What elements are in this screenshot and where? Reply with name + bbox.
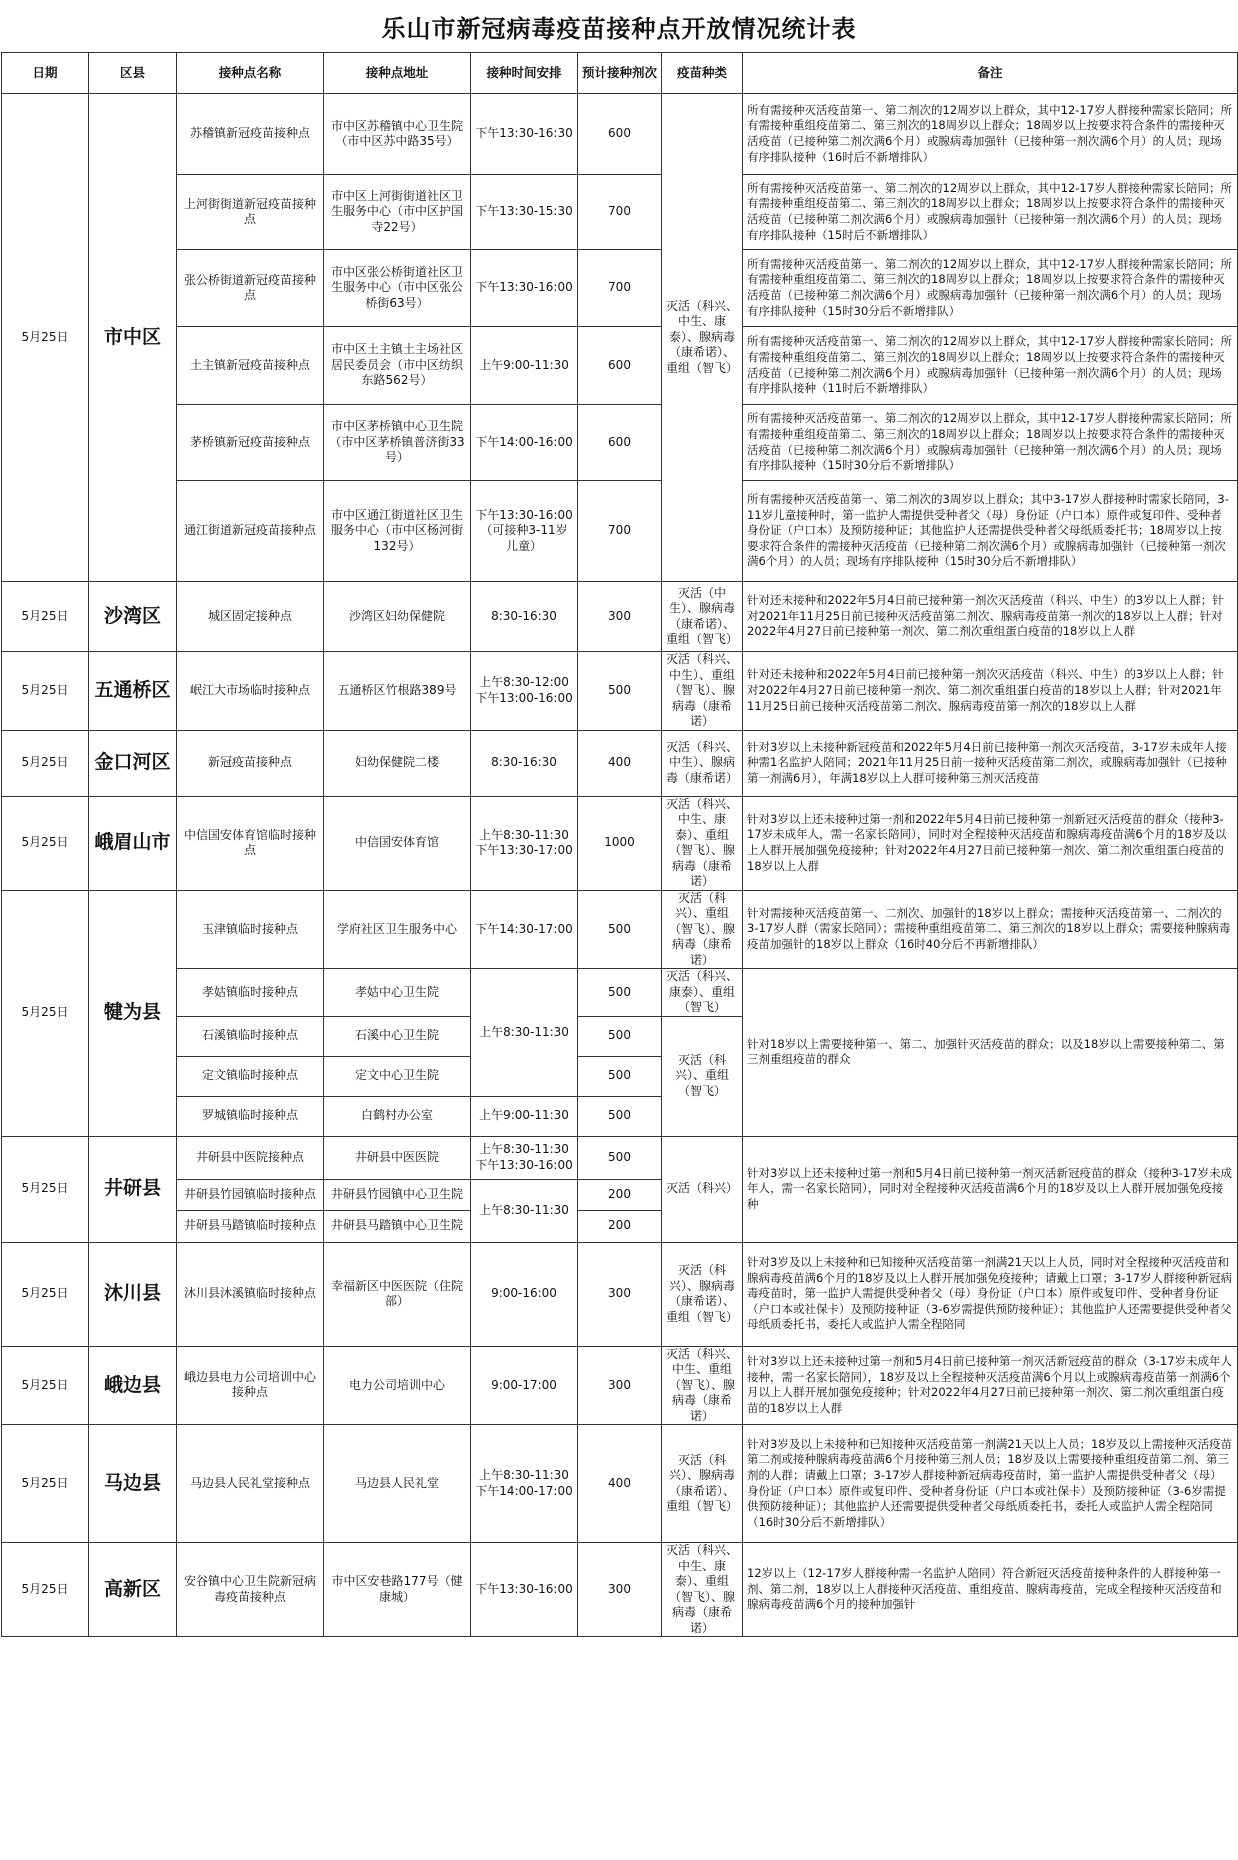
remark-cell: 所有需接种灭活疫苗第一、第二剂次的3周岁以上群众；其中3-17岁人群接种时需家长陪同，3-11岁儿童接种时，第一监护人需提供受种者父（母）身份证（户口本）原件或复印件、受种者身份证（户口本）及预防接种证；其他监护人还需提供受种者父母纸质委托书；18周岁以上按要求符合条件的需接种灭活疫苗（已接种第二剂次满6个月）或腺病毒加强针（已接种第一剂次满6个月）的人员；现场有序排队接种（15时30分后不新增排队） (743, 481, 1238, 582)
date-cell: 5月25日 (2, 1346, 89, 1425)
table-row (2, 730, 1238, 796)
doses-cell: 300 (578, 1242, 662, 1346)
address-cell: 幸福新区中医医院（住院部） (324, 1242, 471, 1346)
doses-cell: 600 (578, 94, 662, 175)
address-cell: 定文中心卫生院 (324, 1056, 471, 1096)
vaccine-cell: 灭活（科兴）、重组（智飞）、腺病毒（康希诺） (662, 890, 743, 969)
site-name-cell: 定文镇临时接种点 (177, 1056, 324, 1096)
time-cell: 9:00-17:00 (471, 1346, 578, 1425)
time-cell: 下午13:30-15:30 (471, 175, 578, 250)
address-cell: 白鹤村办公室 (324, 1096, 471, 1136)
table-row (2, 250, 1238, 327)
vaccine-cell: 灭活（科兴、康泰）、重组（智飞） (662, 969, 743, 1017)
address-cell: 马边县人民礼堂 (324, 1425, 471, 1543)
district-cell: 高新区 (89, 1543, 177, 1637)
table-row (2, 796, 1238, 890)
doses-cell: 500 (578, 1096, 662, 1136)
header-district: 区县 (89, 53, 177, 94)
time-cell: 下午13:30-16:30 (471, 94, 578, 175)
address-cell: 市中区茅桥镇中心卫生院（市中区茅桥镇普济街33号） (324, 405, 471, 481)
site-name-cell: 井研县中医院接种点 (177, 1136, 324, 1179)
doses-cell: 300 (578, 582, 662, 652)
doses-cell: 200 (578, 1179, 662, 1210)
doses-cell: 500 (578, 1136, 662, 1179)
vaccine-cell: 灭活（科兴、中生、重组（智飞）、腺病毒（康希诺） (662, 1346, 743, 1425)
vaccination-sites-table (1, 52, 1238, 1637)
site-name-cell: 沐川县沐溪镇临时接种点 (177, 1242, 324, 1346)
time-cell: 8:30-16:30 (471, 582, 578, 652)
site-name-cell: 通江街道新冠疫苗接种点 (177, 481, 324, 582)
remark-cell: 所有需接种灭活疫苗第一、第二剂次的12周岁以上群众，其中12-17岁人群接种需家长陪同；所有需接种重组疫苗第二、第三剂次的18周岁以上群众；18周岁以上按要求符合条件的需接种灭活疫苗（已接种第二剂次满6个月）或腺病毒加强针（已接种第一剂次满6个月）的人员；现场有序排队接种（16时后不新增排队） (743, 94, 1238, 175)
site-name-cell: 土主镇新冠疫苗接种点 (177, 327, 324, 405)
header-doses: 预计接种剂次 (578, 53, 662, 94)
doses-cell: 500 (578, 890, 662, 969)
address-cell: 市中区安巷路177号（健康城） (324, 1543, 471, 1637)
vaccine-cell: 灭活（科兴）、腺病毒（康希诺）、重组（智飞） (662, 1425, 743, 1543)
doses-cell: 300 (578, 1543, 662, 1637)
address-cell: 市中区张公桥街道社区卫生服务中心（市中区张公桥街63号） (324, 250, 471, 327)
address-cell: 市中区苏稽镇中心卫生院（市中区苏中路35号） (324, 94, 471, 175)
district-cell: 五通桥区 (89, 652, 177, 731)
district-cell: 犍为县 (89, 890, 177, 1136)
time-cell: 上午8:30-11:30 下午13:30-17:00 (471, 796, 578, 890)
site-name-cell: 岷江大市场临时接种点 (177, 652, 324, 731)
address-cell: 市中区通江街道社区卫生服务中心（市中区杨河街132号） (324, 481, 471, 582)
remark-cell: 针对3岁以上未接种新冠疫苗和2022年5月4日前已接种第一剂次灭活疫苗，3-17岁未成年人接种需1名监护人陪同；2021年11月25日前一接种灭活疫苗第二剂次，或腺病毒加强针（已接种第一剂满6月），年满18岁以上人群可接种第三剂灭活疫苗 (743, 730, 1238, 796)
table-row (2, 1346, 1238, 1425)
doses-cell: 1000 (578, 796, 662, 890)
time-cell: 上午9:00-11:30 (471, 1096, 578, 1136)
remark-cell: 针对3岁及以上未接种和已知接种灭活疫苗第一剂满21天以上人员，同时对全程接种灭活疫苗和腺病毒疫苗满6个月的18岁及以上人群开展加强免疫接种；请戴上口罩；3-17岁人群接种新冠病毒疫苗时，第一监护人需提供受种者父（母）身份证（户口本）原件或复印件、受种者身份证（户口本或社保卡）及预防接种证（3-6岁需提供预防接种证）；其他监护人还需要提供受种者父母纸质委托书，委托人或监护人需全程陪同 (743, 1242, 1238, 1346)
remark-cell: 所有需接种灭活疫苗第一、第二剂次的12周岁以上群众，其中12-17岁人群接种需家长陪同；所有需接种重组疫苗第二、第三剂次的18周岁以上群众；18周岁以上按要求符合条件的需接种灭活疫苗（已接种第二剂次满6个月）或腺病毒加强针（已接种第一剂次满6个月）的人员；现场有序排队接种（15时30分后不新增排队） (743, 250, 1238, 327)
district-cell: 马边县 (89, 1425, 177, 1543)
header-address: 接种点地址 (324, 53, 471, 94)
remark-cell: 所有需接种灭活疫苗第一、第二剂次的12周岁以上群众，其中12-17岁人群接种需家长陪同；所有需接种重组疫苗第二、第三剂次的18周岁以上群众；18周岁以上按要求符合条件的需接种灭活疫苗（已接种第二剂次满6个月）或腺病毒加强针（已接种第一剂次满6个月）的人员；现场有序排队接种（15时后不新增排队） (743, 175, 1238, 250)
vaccine-cell: 灭活（科兴）、腺病毒（康希诺）、重组（智飞） (662, 1242, 743, 1346)
date-cell: 5月25日 (2, 890, 89, 1136)
address-cell: 学府社区卫生服务中心 (324, 890, 471, 969)
page-title: 乐山市新冠病毒疫苗接种点开放情况统计表 (381, 13, 857, 43)
doses-cell: 500 (578, 1056, 662, 1096)
site-name-cell: 中信国安体育馆临时接种点 (177, 796, 324, 890)
header-row (2, 53, 1238, 94)
address-cell: 电力公司培训中心 (324, 1346, 471, 1425)
address-cell: 井研县竹园镇中心卫生院 (324, 1179, 471, 1210)
address-cell: 市中区上河街街道社区卫生服务中心（市中区护国寺22号） (324, 175, 471, 250)
time-cell: 下午13:30-16:00 (471, 1543, 578, 1637)
site-name-cell: 新冠疫苗接种点 (177, 730, 324, 796)
date-cell: 5月25日 (2, 652, 89, 731)
time-cell: 下午13:30-16:00（可接种3-11岁儿童） (471, 481, 578, 582)
district-cell: 沙湾区 (89, 582, 177, 652)
table-row (2, 652, 1238, 731)
site-name-cell: 马边县人民礼堂接种点 (177, 1425, 324, 1543)
vaccine-cell: 灭活（中生）、腺病毒（康希诺）、重组（智飞） (662, 582, 743, 652)
district-cell: 峨眉山市 (89, 796, 177, 890)
time-cell: 下午14:00-16:00 (471, 405, 578, 481)
address-cell: 石溪中心卫生院 (324, 1016, 471, 1056)
site-name-cell: 张公桥街道新冠疫苗接种点 (177, 250, 324, 327)
time-cell: 上午8:30-11:30 下午13:30-16:00 (471, 1136, 578, 1179)
time-cell: 上午8:30-12:00 下午13:00-16:00 (471, 652, 578, 731)
time-cell: 8:30-16:30 (471, 730, 578, 796)
address-cell: 井研县马踏镇中心卫生院 (324, 1210, 471, 1242)
header-site-name: 接种点名称 (177, 53, 324, 94)
remark-cell: 针对3岁及以上未接种和已知接种灭活疫苗第一剂满21天以上人员；18岁及以上需接种灭活疫苗第二剂或接种腺病毒疫苗满6个月接种第三剂人员；18岁及以上需要接种重组疫苗第二剂、第三剂的人群；请戴上口罩；3-17岁人群接种新冠病毒疫苗时，第一监护人需提供受种者父（母）身份证（户口本）原件或复印件、受种者身份证（户口本或社保卡）及预防接种证（3-6岁需提供预防接种证）；其他监护人还需要提供受种者父母纸质委托书，委托人或监护人需全程陪同（16时30分后不新增排队） (743, 1425, 1238, 1543)
address-cell: 井研县中医医院 (324, 1136, 471, 1179)
table-row (2, 327, 1238, 405)
table-row (2, 1242, 1238, 1346)
date-cell: 5月25日 (2, 1543, 89, 1637)
vaccine-cell: 灭活（科兴、中生）、重组（智飞）、腺病毒（康希诺） (662, 652, 743, 731)
remark-cell: 针对需接种灭活疫苗第一、二剂次、加强针的18岁以上群众；需接种灭活疫苗第一、二剂次的3-17岁人群（需家长陪同）；需接种重组疫苗第二、第三剂次的18岁以上群众；需要接种腺病毒疫苗加强针的18岁以上群众（16时40分后不再新增排队） (743, 890, 1238, 969)
doses-cell: 400 (578, 730, 662, 796)
remark-cell: 针对还未接种和2022年5月4日前已接种第一剂次灭活疫苗（科兴、中生）的3岁以上人群；针对2022年4月27日前已接种第一剂次、第二剂次重组蛋白疫苗的18岁以上人群；针对2021年11月25日前已接种灭活疫苗第二剂次、腺病毒疫苗第一剂次的18岁以上人群 (743, 652, 1238, 731)
table-row (2, 481, 1238, 582)
vaccine-cell: 灭活（科兴） (662, 1136, 743, 1242)
time-cell: 上午8:30-11:30 (471, 1179, 578, 1242)
doses-cell: 300 (578, 1346, 662, 1425)
time-cell: 下午13:30-16:00 (471, 250, 578, 327)
date-cell: 5月25日 (2, 796, 89, 890)
remark-cell: 所有需接种灭活疫苗第一、第二剂次的12周岁以上群众，其中12-17岁人群接种需家长陪同；所有需接种重组疫苗第二、第三剂次的18周岁以上群众；18周岁以上按要求符合条件的需接种灭活疫苗（已接种第二剂次满6个月）或腺病毒加强针（已接种第一剂次满6个月）的人员；现场有序排队接种（11时后不新增排队） (743, 327, 1238, 405)
site-name-cell: 石溪镇临时接种点 (177, 1016, 324, 1056)
time-cell: 上午9:00-11:30 (471, 327, 578, 405)
site-name-cell: 苏稽镇新冠疫苗接种点 (177, 94, 324, 175)
date-cell: 5月25日 (2, 730, 89, 796)
site-name-cell: 安谷镇中心卫生院新冠病毒疫苗接种点 (177, 1543, 324, 1637)
vaccine-cell: 灭活（科兴）、重组（智飞） (662, 1016, 743, 1136)
time-cell: 下午14:30-17:00 (471, 890, 578, 969)
site-name-cell: 孝姑镇临时接种点 (177, 969, 324, 1017)
date-cell: 5月25日 (2, 582, 89, 652)
site-name-cell: 玉津镇临时接种点 (177, 890, 324, 969)
address-cell: 中信国安体育馆 (324, 796, 471, 890)
site-name-cell: 茅桥镇新冠疫苗接种点 (177, 405, 324, 481)
header-remark: 备注 (743, 53, 1238, 94)
remark-cell: 针对3岁以上还未接种过第一剂和5月4日前已接种第一剂灭活新冠疫苗的群众（3-17岁未成年人接种，需一名家长陪同），18岁及以上全程接种灭活疫苗满6个月以上或腺病毒疫苗第一剂满6个月以上人群开展加强免疫接种；针对2022年4月27日前已接种第一剂次、第二剂次重组蛋白疫苗的18岁以上人群 (743, 1346, 1238, 1425)
table-row (2, 582, 1238, 652)
site-name-cell: 城区固定接种点 (177, 582, 324, 652)
remark-cell: 12岁以上（12-17岁人群接种需一名监护人陪同）符合新冠灭活疫苗接种条件的人群接种第一剂、第二剂，18岁以上人群接种灭活疫苗、重组疫苗、腺病毒疫苗，完成全程接种灭活疫苗和腺病毒疫苗满6个月的接种加强针 (743, 1543, 1238, 1637)
table-row (2, 94, 1238, 175)
header-time: 接种时间安排 (471, 53, 578, 94)
site-name-cell: 井研县马踏镇临时接种点 (177, 1210, 324, 1242)
table-row (2, 405, 1238, 481)
doses-cell: 700 (578, 175, 662, 250)
vaccine-cell: 灭活（科兴、中生、康泰）、腺病毒（康希诺）、重组（智飞） (662, 94, 743, 582)
table-row (2, 890, 1238, 969)
address-cell: 沙湾区妇幼保健院 (324, 582, 471, 652)
date-cell: 5月25日 (2, 94, 89, 582)
table-row (2, 1543, 1238, 1637)
vaccine-cell: 灭活（科兴、中生、康泰）、重组（智飞）、腺病毒（康希诺） (662, 1543, 743, 1637)
header-vaccine: 疫苗种类 (662, 53, 743, 94)
date-cell: 5月25日 (2, 1136, 89, 1242)
doses-cell: 600 (578, 405, 662, 481)
doses-cell: 400 (578, 1425, 662, 1543)
time-cell: 9:00-16:00 (471, 1242, 578, 1346)
remark-cell: 所有需接种灭活疫苗第一、第二剂次的12周岁以上群众，其中12-17岁人群接种需家长陪同；所有需接种重组疫苗第二、第三剂次的18周岁以上群众；18周岁以上按要求符合条件的需接种灭活疫苗（已接种第二剂次满6个月）或腺病毒加强针（已接种第一剂次满6个月）的人员；现场有序排队接种（15时30分后不新增排队） (743, 405, 1238, 481)
table-row (2, 1136, 1238, 1179)
doses-cell: 500 (578, 652, 662, 731)
address-cell: 五通桥区竹根路389号 (324, 652, 471, 731)
doses-cell: 200 (578, 1210, 662, 1242)
district-cell: 沐川县 (89, 1242, 177, 1346)
doses-cell: 700 (578, 481, 662, 582)
district-cell: 峨边县 (89, 1346, 177, 1425)
doses-cell: 500 (578, 1016, 662, 1056)
district-cell: 市中区 (89, 94, 177, 582)
remark-cell: 针对3岁以上还未接种过第一剂和5月4日前已接种第一剂灭活新冠疫苗的群众（接种3-17岁未成年人，需一名家长陪同），同时对全程接种灭活疫苗满6个月的18岁及以上人群开展加强免疫接种 (743, 1136, 1238, 1242)
doses-cell: 500 (578, 969, 662, 1017)
date-cell: 5月25日 (2, 1242, 89, 1346)
remark-cell: 针对还未接种和2022年5月4日前已接种第一剂次灭活疫苗（科兴、中生）的3岁以上人群；针对2021年11月25日前已接种灭活疫苗第二剂次、腺病毒疫苗第一剂次的18岁以上人群；针对2022年4月27日前已接种第一剂次、第二剂次重组蛋白疫苗的18岁以上人群 (743, 582, 1238, 652)
table-row (2, 175, 1238, 250)
date-cell: 5月25日 (2, 1425, 89, 1543)
address-cell: 市中区土主镇土主场社区居民委员会（市中区纺织东路562号） (324, 327, 471, 405)
time-cell: 上午8:30-11:30 下午14:00-17:00 (471, 1425, 578, 1543)
header-date: 日期 (2, 53, 89, 94)
table-row (2, 1425, 1238, 1543)
doses-cell: 600 (578, 327, 662, 405)
address-cell: 孝姑中心卫生院 (324, 969, 471, 1017)
site-name-cell: 峨边县电力公司培训中心接种点 (177, 1346, 324, 1425)
remark-cell: 针对3岁以上还未接种过第一剂和2022年5月4日前已接种第一剂新冠灭活疫苗的群众（接种3-17岁未成年人，需一名家长陪同），同时对全程接种灭活疫苗和腺病毒疫苗满6个月的18岁及以上人群开展加强免疫接种；针对2022年4月27日前已接种第一剂次、第二剂次重组蛋白疫苗的18岁以上人群 (743, 796, 1238, 890)
district-cell: 金口河区 (89, 730, 177, 796)
doses-cell: 700 (578, 250, 662, 327)
address-cell: 妇幼保健院二楼 (324, 730, 471, 796)
district-cell: 井研县 (89, 1136, 177, 1242)
vaccine-cell: 灭活（科兴、中生）、腺病毒（康希诺） (662, 730, 743, 796)
site-name-cell: 上河街街道新冠疫苗接种点 (177, 175, 324, 250)
vaccine-cell: 灭活（科兴、中生、康泰）、重组（智飞）、腺病毒（康希诺） (662, 796, 743, 890)
time-cell: 上午8:30-11:30 (471, 969, 578, 1097)
table-row (2, 969, 1238, 1017)
site-name-cell: 井研县竹园镇临时接种点 (177, 1179, 324, 1210)
remark-cell: 针对18岁以上需要接种第一、第二、加强针灭活疫苗的群众；以及18岁以上需要接种第二、第三剂重组疫苗的群众 (743, 969, 1238, 1137)
site-name-cell: 罗城镇临时接种点 (177, 1096, 324, 1136)
